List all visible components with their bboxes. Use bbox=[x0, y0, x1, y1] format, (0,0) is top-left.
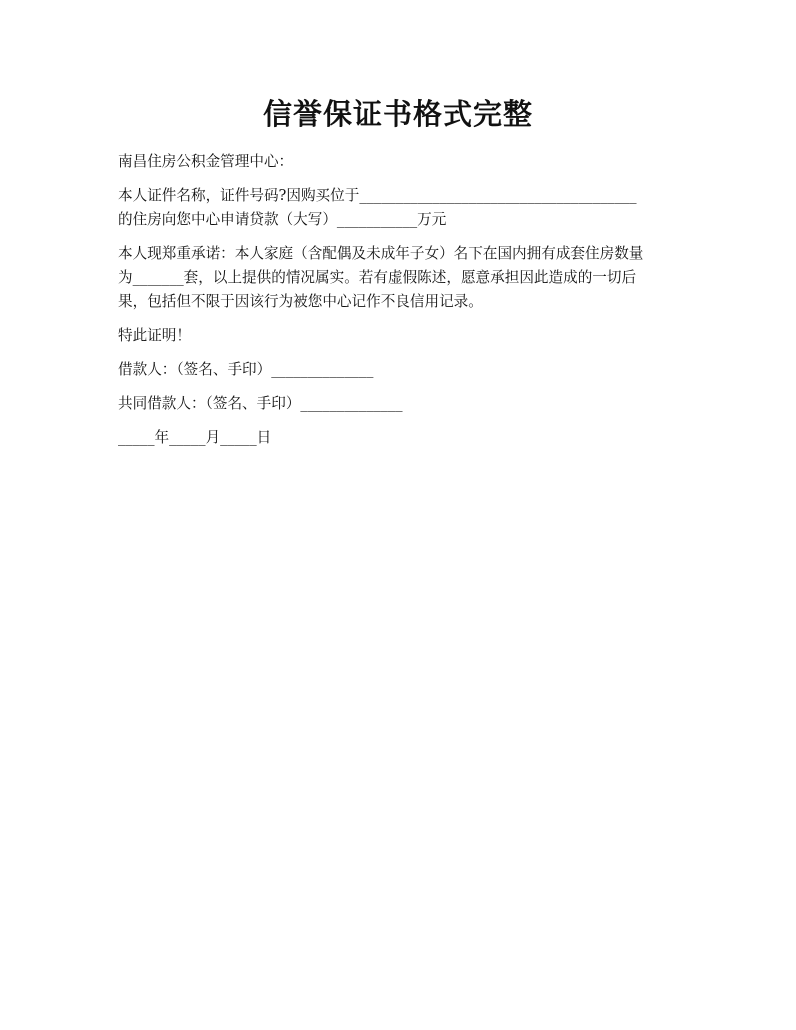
commitment-paragraph bbox=[118, 242, 684, 314]
date-line: _____年_____月_____日 bbox=[118, 429, 272, 446]
loan-application-paragraph bbox=[118, 184, 684, 232]
commitment-line-1: 本人现郑重承诺：本人家庭（含配偶及未成年子女）名下在国内拥有成套住房数量 bbox=[118, 245, 644, 262]
co-borrower-signature-line: 共同借款人：（签名、手印）______________ bbox=[118, 395, 403, 412]
closing-line: 特此证明！ bbox=[118, 327, 191, 344]
borrower-signature-line: 借款人：（签名、手印）______________ bbox=[118, 361, 374, 378]
loan-application-line-2: 的住房向您中心申请贷款（大写）___________万元 bbox=[118, 211, 447, 228]
document-body bbox=[118, 150, 684, 460]
document-title: 信誉保证书格式完整 bbox=[262, 97, 533, 131]
addressee-line: 南昌住房公积金管理中心： bbox=[118, 153, 294, 170]
commitment-line-2: 为_______套，以上提供的情况属实。若有虚假陈述，愿意承担因此造成的一切后 bbox=[118, 269, 637, 286]
loan-application-line-1: 本人证件名称，证件号码?因购买位于______________________________________ bbox=[118, 187, 637, 204]
commitment-line-3: 果，包括但不限于因该行为被您中心记作不良信用记录。 bbox=[118, 293, 483, 310]
